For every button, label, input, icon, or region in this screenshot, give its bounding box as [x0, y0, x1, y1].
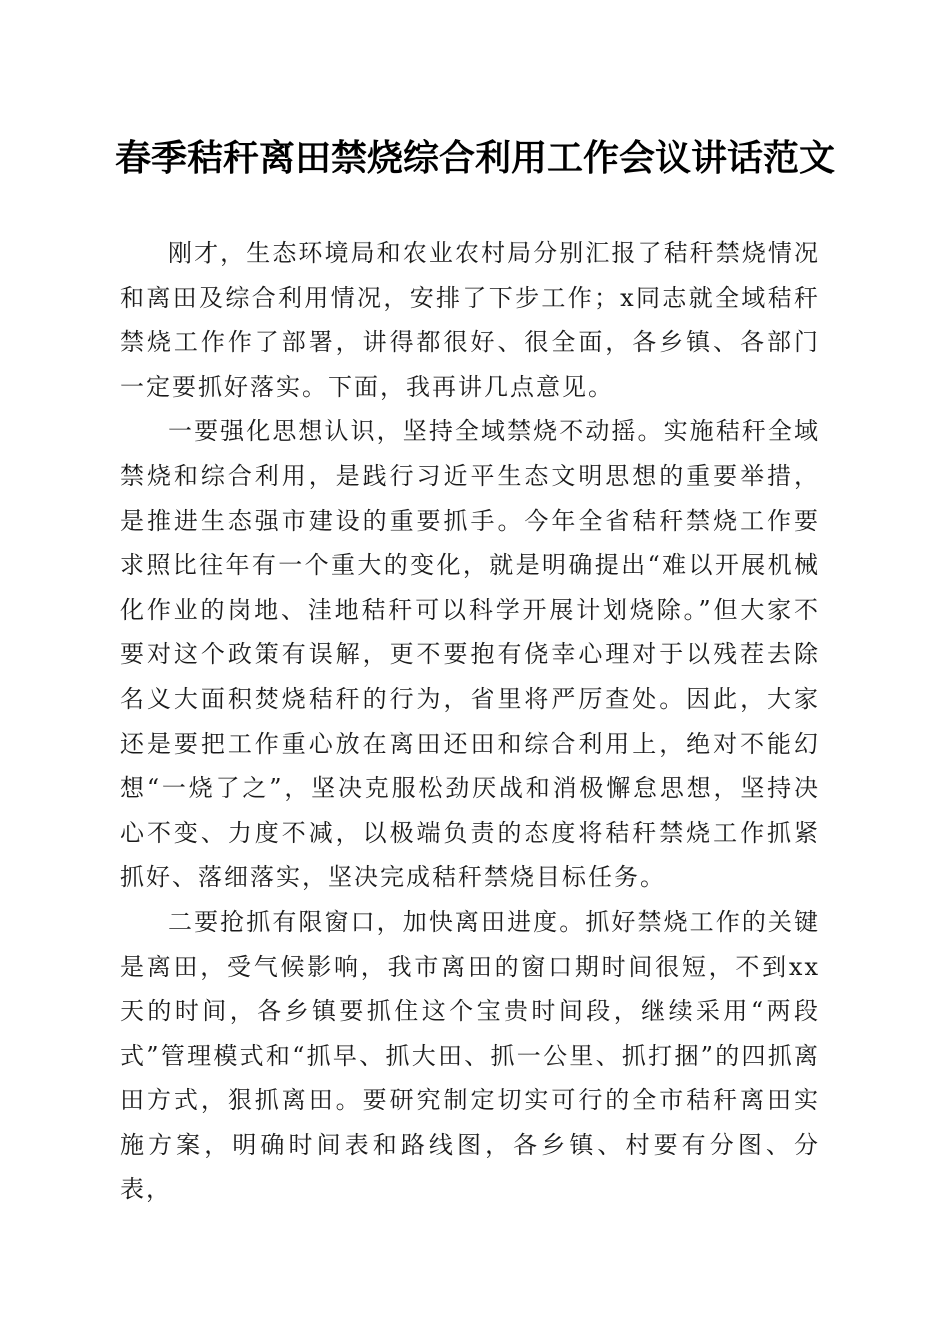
paragraph-point-one: 一要强化思想认识，坚持全域禁烧不动摇。实施秸秆全域禁烧和综合利用，是践行习近平生态文明思想的重要举措，是推进生态强市建设的重要抓手。今年全省秸秆禁烧工作要求照比往年有一个重大的变化，就是明确提出“难以开展机械化作业的岗地、洼地秸秆可以科学开展计划烧除。”但大家不要对这个政策有误解，更不要抱有侥幸心理对于以残茬去除名义大面积焚烧秸秆的行为，省里将严厉查处。因此，大家还是要把工作重心放在离田还田和综合利用上，绝对不能幻想“一烧了之”，坚决克服松劲厌战和消极懈怠思想，坚持决心不变、力度不减，以极端负责的态度将秸秆禁烧工作抓紧抓好、落细落实，坚决完成秸秆禁烧目标任务。	[120, 417, 820, 892]
paragraph-point-two: 二要抢抓有限窗口，加快离田进度。抓好禁烧工作的关键是离田，受气候影响，我市离田的窗口期时间很短，不到xx天的时间，各乡镇要抓住这个宝贵时间段，继续采用“两段式”管理模式和“抓早、抓大田、抓一公里、抓打捆”的四抓离田方式，狠抓离田。要研究制定切实可行的全市秸秆离田实施方案，明确时间表和路线图，各乡镇、村要有分图、分表，	[120, 907, 820, 1204]
document-title: 春季秸秆离田禁烧综合利用工作会议讲话范文	[114, 137, 835, 179]
document-body	[120, 231, 820, 1212]
paragraph-intro: 刚才，生态环境局和农业农村局分别汇报了秸秆禁烧情况和离田及综合利用情况，安排了下步工作；x同志就全域秸秆禁烧工作作了部署，讲得都很好、很全面，各乡镇、各部门一定要抓好落实。下面，我再讲几点意见。	[120, 239, 820, 401]
